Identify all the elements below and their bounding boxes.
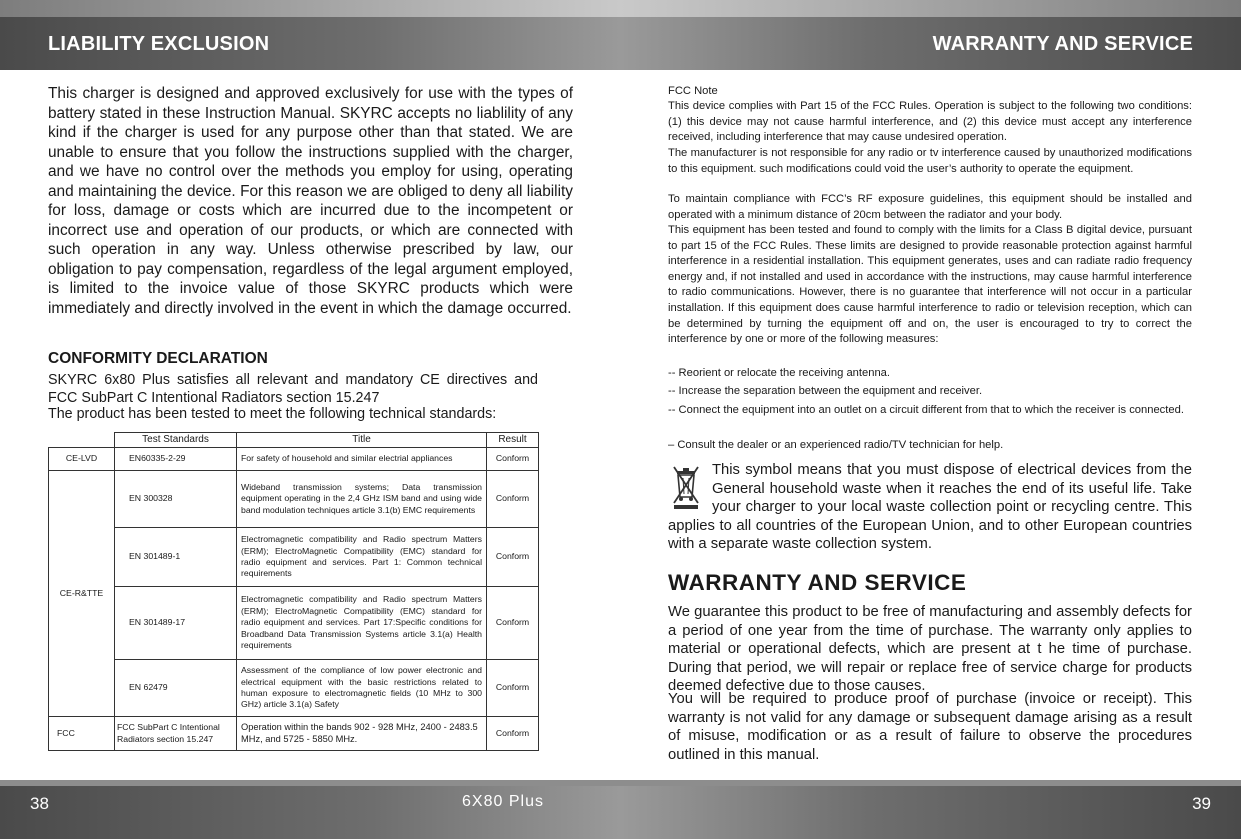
fcc-measure-3: -- Connect the equipment into an outlet on a circuit different from that to which the receiver is connected. xyxy=(668,404,1184,416)
table-cell-result: Conform xyxy=(487,587,539,660)
conformity-paragraph: SKYRC 6x80 Plus satisfies all relevant and mandatory CE directives and FCC SubPart C Intentional Radiators section 15.247 xyxy=(48,372,538,406)
product-model: 6X80 Plus xyxy=(462,793,544,810)
left-page-title: LIABILITY EXCLUSION xyxy=(48,33,270,55)
table-cell-standard: EN 300328 xyxy=(115,471,237,528)
table-header-result: Result xyxy=(487,433,539,448)
table-cell-title: Operation within the bands 902 - 928 MHz, 2400 - 2483.5 MHz, and 5725 - 5850 MHz. xyxy=(237,717,487,751)
table-row xyxy=(49,717,539,751)
table-row xyxy=(49,528,539,587)
left-page-number: 38 xyxy=(30,794,49,813)
table-row xyxy=(49,471,539,528)
table-cell-result: Conform xyxy=(487,717,539,751)
table-header-row xyxy=(49,433,539,448)
warranty-heading: WARRANTY AND SERVICE xyxy=(668,570,967,595)
weee-text: This symbol means that you must dispose of electrical devices from the General household waste when it reaches the end of its useful life. Take your charger to your local waste collection point or recycling centre. This applies to all countries of the European Union, and to other European countries with a separate waste collection system. xyxy=(668,462,1192,553)
warranty-paragraph-2: You will be required to produce proof of purchase (invoice or receipt). This warranty is not valid for any damage or subsequent damage arising as a result of misuse, modification or as a result of failure to observe the procedures outlined in this manual. xyxy=(668,691,1192,763)
fcc-measure-4: – Consult the dealer or an experienced radio/TV technician for help. xyxy=(668,439,1004,451)
fcc-measure-2: -- Increase the separation between the equipment and receiver. xyxy=(668,385,983,397)
table-header-blank xyxy=(49,433,115,448)
table-cell-group: CE-LVD xyxy=(49,448,115,471)
table-cell-title: Electromagnetic compatibility and Radio spectrum Matters (ERM); ElectroMagnetic Compatibility (EMC) standard for radio equipment and services. Part 17:Specific conditions for Broadband Data Transmission Systems article 3.1(a) Health requirements xyxy=(237,587,487,660)
table-cell-group: FCC xyxy=(49,717,115,751)
right-page-number: 39 xyxy=(1192,794,1211,813)
table-cell-standard: FCC SubPart C Intentional Radiators section 15.247 xyxy=(115,717,237,751)
table-header-standards: Test Standards xyxy=(115,433,237,448)
liability-paragraph: This charger is designed and approved exclusively for use with the types of battery stated in these Instruction Manual. SKYRC accepts no liablility of any kind if the charger is used for any purpose other than that stated. We are unable to ensure that you follow the instructions supplied with the charger, and we have no control over the methods you employ for using, operating and maintaining the device. For this reason we are obliged to deny all liability for loss, damage or costs which are incurred due to the incompetent or incorrect use and operation of our products, or which are connected with such operation in any way. Unless otherwise prescribed by law, our obligation to pay compensation, regardless of the legal argument employed, is limited to the invoice value of those SKYRC products which were immediately and directly involved in the event in which the damage occurred. xyxy=(48,85,573,317)
table-cell-title: For safety of household and similar electrial appliances xyxy=(237,448,487,471)
table-cell-title: Electromagnetic compatibility and Radio spectrum Matters (ERM); ElectroMagnetic Compatibility (EMC) standard for radio equipment and services. Part 1: Common technical requirements xyxy=(237,528,487,587)
footer-accent-strip xyxy=(0,780,1241,786)
fcc-paragraph-1: This device complies with Part 15 of the FCC Rules. Operation is subject to the following two conditions: (1) this device may not cause harmful interference, and (2) this device must accept any interference received, including interference that may cause undesired operation. xyxy=(668,100,1192,144)
table-cell-standard: EN60335-2-29 xyxy=(115,448,237,471)
fcc-note-title: FCC Note xyxy=(668,85,718,97)
fcc-paragraph-2: The manufacturer is not responsible for any radio or tv interference caused by unauthorized modifications to this equipment. such modifications could void the user’s authority to operate the equipment. xyxy=(668,147,1192,175)
fcc-measure-1: -- Reorient or relocate the receiving antenna. xyxy=(668,367,891,379)
weee-notice xyxy=(668,461,1192,554)
fcc-paragraph-4: This equipment has been tested and found to comply with the limits for a Class B digital device, pursuant to part 15 of the FCC Rules. These limits are designed to provide reasonable protection against harmful interference in a residential installation. This equipment generates, uses and can radiate radio frequency energy and, if not installed and used in accordance with the instructions, may cause harmful interference to radio communications. However, there is no guarantee that interference will not occur in a particular installation. If this equipment does cause harmful interference to radio or television reception, which can be determined by turning the equipment off and on, the user is encouraged to try to correct the interference by one or more of the following measures: xyxy=(668,224,1192,346)
warranty-paragraph-1: We guarantee this product to be free of manufacturing and assembly defects for a period of one year from the time of purchase. The warranty only applies to material or operational defects, which are present at t he time of purchase. During that period, we will repair or replace free of service charge for products deemed defective due to those causes. xyxy=(668,604,1192,695)
table-header-title: Title xyxy=(237,433,487,448)
table-cell-title: Wideband transmission systems; Data transmission equipment operating in the 2,4 GHz ISM band and using wide band modulation techniques article 3.1(b) EMC requirements xyxy=(237,471,487,528)
crossed-bin-icon xyxy=(668,461,704,511)
table-row xyxy=(49,660,539,717)
standards-table xyxy=(48,432,539,751)
table-cell-group: CE-R&TTE xyxy=(49,471,115,717)
table-cell-result: Conform xyxy=(487,528,539,587)
table-row xyxy=(49,448,539,471)
table-cell-result: Conform xyxy=(487,471,539,528)
header-accent-strip xyxy=(0,0,1241,17)
table-cell-result: Conform xyxy=(487,448,539,471)
fcc-paragraph-3: To maintain compliance with FCC’s RF exposure guidelines, this equipment should be installed and operated with a minimum distance of 20cm between the radiator and your body. xyxy=(668,193,1192,221)
tested-standards-line: The product has been tested to meet the following technical standards: xyxy=(48,406,497,422)
right-page-title: WARRANTY AND SERVICE xyxy=(932,33,1193,55)
table-row xyxy=(49,587,539,660)
table-cell-title: Assessment of the compliance of low power electronic and electrical equipment with the basic restrictions related to human exposure to electromagnetic fields (10 MHz to 300 GHz) article 3.1(a) Safety xyxy=(237,660,487,717)
conformity-heading: CONFORMITY DECLARATION xyxy=(48,350,268,367)
table-cell-standard: EN 62479 xyxy=(115,660,237,717)
table-cell-result: Conform xyxy=(487,660,539,717)
table-cell-standard: EN 301489-1 xyxy=(115,528,237,587)
table-cell-standard: EN 301489-17 xyxy=(115,587,237,660)
